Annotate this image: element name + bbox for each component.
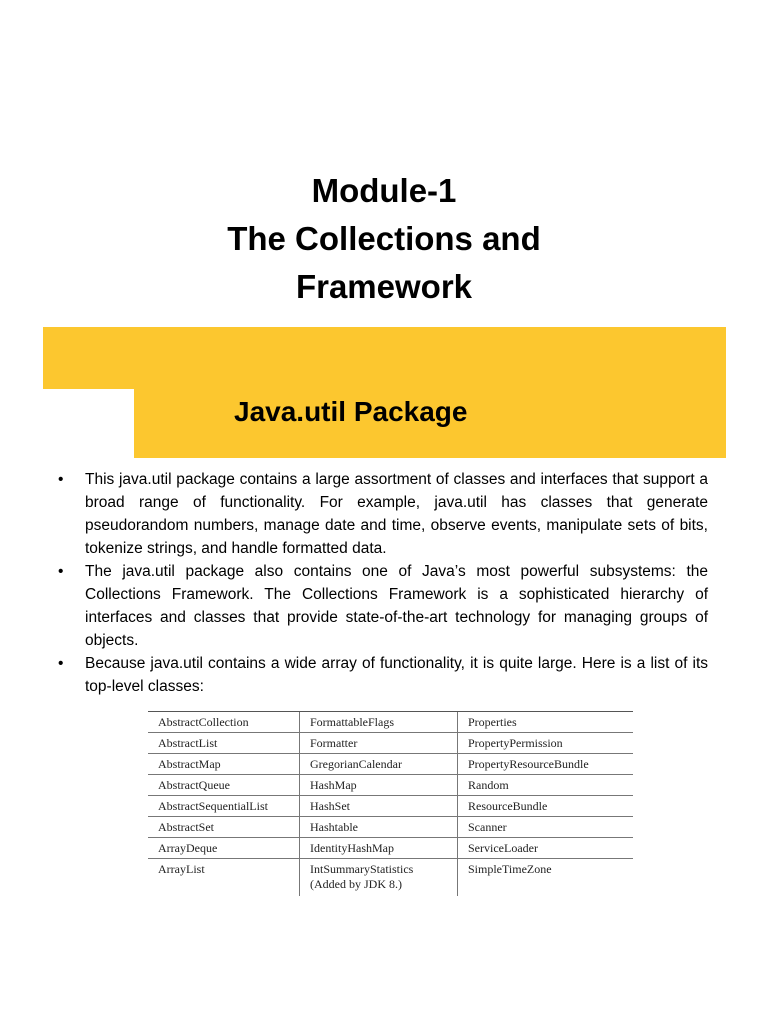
title-line-3: Framework [295, 268, 473, 305]
page-title [0, 167, 768, 311]
table-cell: AbstractSet [148, 817, 300, 838]
table-row [148, 733, 633, 754]
table-cell: SimpleTimeZone [458, 859, 634, 897]
table-cell: Random [458, 775, 634, 796]
bullet-item [56, 468, 708, 560]
table-cell: ArrayList [148, 859, 300, 897]
title-line-1: Module-1 [311, 172, 457, 209]
table-cell: IdentityHashMap [300, 838, 458, 859]
table-cell: ArrayDeque [148, 838, 300, 859]
table-cell: Properties [458, 712, 634, 733]
bullet-icon: • [58, 655, 64, 672]
table-cell: AbstractQueue [148, 775, 300, 796]
top-level-classes-table [148, 711, 633, 896]
table-cell: ResourceBundle [458, 796, 634, 817]
table-row [148, 796, 633, 817]
table-row [148, 859, 633, 897]
table-row [148, 838, 633, 859]
table-cell: AbstractSequentialList [148, 796, 300, 817]
bullet-text: The java.util package also contains one of Java’s most powerful subsystems: the Collections Framework. The Collections Framework is a sophisticated hierarchy of interfaces and classes that provide state-of-the-art technology for managing groups of objects. [85, 563, 708, 649]
table-cell: HashSet [300, 796, 458, 817]
table-cell: PropertyPermission [458, 733, 634, 754]
table-cell: ServiceLoader [458, 838, 634, 859]
bullet-icon: • [58, 471, 64, 488]
section-banner-top [43, 327, 726, 389]
bullet-item [56, 560, 708, 652]
table-cell: PropertyResourceBundle [458, 754, 634, 775]
section-heading: Java.util Package [234, 396, 468, 427]
table-cell [300, 859, 458, 897]
bullet-icon: • [58, 563, 64, 580]
bullet-list [56, 468, 708, 698]
table-cell: GregorianCalendar [300, 754, 458, 775]
table-cell: FormattableFlags [300, 712, 458, 733]
table-row [148, 817, 633, 838]
title-line-2: The Collections and [227, 220, 541, 257]
table-cell-note: (Added by JDK 8.) [310, 877, 402, 891]
table-cell: Scanner [458, 817, 634, 838]
table-row [148, 712, 633, 733]
table-cell: Hashtable [300, 817, 458, 838]
table-cell: Formatter [300, 733, 458, 754]
table-row [148, 775, 633, 796]
table-cell: HashMap [300, 775, 458, 796]
table-cell: AbstractMap [148, 754, 300, 775]
table-cell: AbstractCollection [148, 712, 300, 733]
bullet-item [56, 652, 708, 698]
table-row [148, 754, 633, 775]
table-cell-text: IntSummaryStatistics [310, 862, 414, 876]
bullet-text: Because java.util contains a wide array of functionality, it is quite large. Here is a list of its top-level classes: [85, 655, 708, 695]
table-cell: AbstractList [148, 733, 300, 754]
bullet-text: This java.util package contains a large assortment of classes and interfaces that support a broad range of functionality. For example, java.util has classes that generate pseudorandom numbers, manage date and time, observe events, manipulate sets of bits, tokenize strings, and handle formatted data. [85, 471, 708, 557]
